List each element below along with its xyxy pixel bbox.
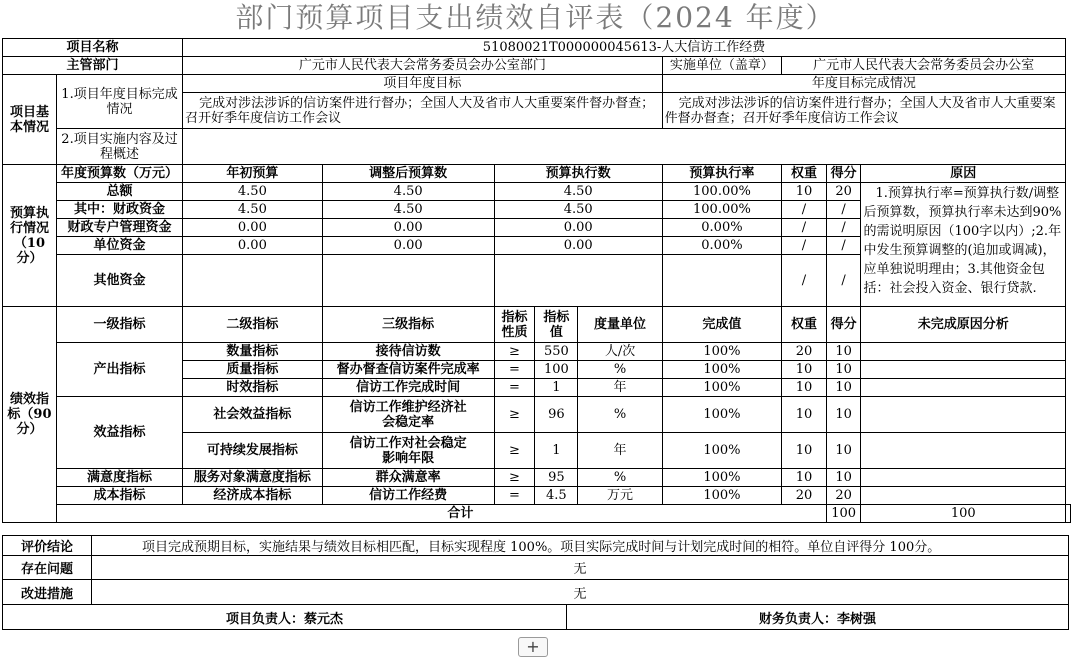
total-weight: 100 xyxy=(826,505,861,523)
finance-lead-signature: 财务负责人：李树强 xyxy=(567,605,1069,630)
perf-done: 100% xyxy=(662,379,782,397)
eval-conclusion-text: 项目完成预期目标，实施结果与绩效目标相匹配，目标实现程度 100%。项目实际完成时间与计划完成时间的相符。单位自评得分 100分。 xyxy=(92,536,1069,556)
budget-adjusted: 4.50 xyxy=(322,201,494,219)
perf-reason xyxy=(861,361,1066,379)
budget-initial: 4.50 xyxy=(183,183,323,201)
improve-value: 无 xyxy=(92,580,1069,605)
issues-label: 存在问题 xyxy=(3,556,92,580)
budget-initial: 4.50 xyxy=(183,201,323,219)
perf-unit: 年 xyxy=(578,379,662,397)
budget-rate xyxy=(662,255,782,307)
budget-weight: / xyxy=(782,219,827,237)
issues-row xyxy=(3,556,1069,580)
perf-unit: % xyxy=(578,469,662,487)
budget-col-score: 得分 xyxy=(826,165,861,183)
perf-col-nature: 指标性质 xyxy=(494,307,535,343)
budget-rate: 0.00% xyxy=(662,237,782,255)
perf-level3: 信访工作对社会稳定影响年限 xyxy=(322,433,494,469)
budget-rate: 0.00% xyxy=(662,219,782,237)
perf-row xyxy=(3,343,1071,361)
perf-group-benefit: 效益指标 xyxy=(56,397,182,469)
content-row xyxy=(3,129,1071,147)
budget-score: / xyxy=(826,201,861,219)
annual-goal-label: 1.项目年度目标完成情况 xyxy=(56,75,182,129)
perf-nature: = xyxy=(494,379,535,397)
perf-score: 10 xyxy=(826,397,861,433)
issues-value: 无 xyxy=(92,556,1069,580)
perf-done: 100% xyxy=(662,469,782,487)
perf-done: 100% xyxy=(662,397,782,433)
total-score: 100 xyxy=(861,505,1066,523)
budget-col-executed: 预算执行数 xyxy=(494,165,662,183)
perf-reason xyxy=(861,433,1066,469)
perf-weight: 10 xyxy=(782,397,827,433)
perf-col-reason: 未完成原因分析 xyxy=(861,307,1066,343)
evaluation-table xyxy=(2,38,1071,523)
perf-level3: 接待信访数 xyxy=(322,343,494,361)
total-reason xyxy=(1066,505,1071,523)
department-row xyxy=(3,57,1071,75)
perf-reason xyxy=(861,379,1066,397)
perf-col-level1: 一级指标 xyxy=(56,307,182,343)
budget-executed: 4.50 xyxy=(494,183,662,201)
budget-executed: 4.50 xyxy=(494,201,662,219)
perf-done: 100% xyxy=(662,361,782,379)
budget-row-name: 其他资金 xyxy=(56,255,182,307)
project-lead-signature: 项目负责人：蔡元杰 xyxy=(3,605,567,630)
budget-col-annual: 年度预算数（万元） xyxy=(56,165,182,183)
perf-score: 10 xyxy=(826,379,861,397)
total-row xyxy=(3,505,1071,523)
page-title: 部门预算项目支出绩效自评表（2024 年度） xyxy=(235,1,836,34)
goal-header-row xyxy=(3,75,1071,93)
perf-level3: 信访工作经费 xyxy=(322,487,494,505)
budget-executed: 0.00 xyxy=(494,219,662,237)
annual-done-header: 年度目标完成情况 xyxy=(662,75,1065,93)
budget-col-initial: 年初预算 xyxy=(183,165,323,183)
perf-reason xyxy=(861,343,1066,361)
perf-value: 96 xyxy=(535,397,578,433)
perf-col-score: 得分 xyxy=(826,307,861,343)
annual-goal-header: 项目年度目标 xyxy=(183,75,663,93)
total-label: 合计 xyxy=(56,505,826,523)
budget-score: 20 xyxy=(826,183,861,201)
improve-row xyxy=(3,580,1069,605)
budget-adjusted xyxy=(322,255,494,307)
perf-score: 10 xyxy=(826,433,861,469)
perf-value: 1 xyxy=(535,379,578,397)
project-name-row xyxy=(3,39,1071,57)
perf-level2: 时效指标 xyxy=(183,379,323,397)
perf-done: 100% xyxy=(662,433,782,469)
perf-level3: 群众满意率 xyxy=(322,469,494,487)
perf-reason xyxy=(861,397,1066,433)
perf-nature: = xyxy=(494,361,535,379)
budget-row-name: 总额 xyxy=(56,183,182,201)
perf-level3: 督办督查信访案件完成率 xyxy=(322,361,494,379)
signature-row xyxy=(3,605,1069,630)
perf-level2: 质量指标 xyxy=(183,361,323,379)
perf-section-label: 绩效指标（90分） xyxy=(3,307,57,523)
perf-value: 100 xyxy=(535,361,578,379)
budget-col-reason: 原因 xyxy=(861,165,1066,183)
perf-nature: ≥ xyxy=(494,397,535,433)
perf-level2: 可持续发展指标 xyxy=(183,433,323,469)
perf-level2: 社会效益指标 xyxy=(183,397,323,433)
budget-weight: / xyxy=(782,255,827,307)
perf-weight: 10 xyxy=(782,361,827,379)
conclusion-row xyxy=(3,536,1069,556)
perf-score: 20 xyxy=(826,487,861,505)
basic-info-label: 项目基本情况 xyxy=(3,75,57,165)
budget-col-rate: 预算执行率 xyxy=(662,165,782,183)
perf-reason xyxy=(861,487,1066,505)
perf-level2: 服务对象满意度指标 xyxy=(183,469,323,487)
perf-header-row xyxy=(3,307,1071,343)
budget-score: / xyxy=(826,255,861,307)
perf-col-done: 完成值 xyxy=(662,307,782,343)
perf-group-satisfaction: 满意度指标 xyxy=(56,469,182,487)
budget-header-row xyxy=(3,165,1071,183)
budget-initial: 0.00 xyxy=(183,219,323,237)
perf-row xyxy=(3,397,1071,433)
budget-col-adjusted: 调整后预算数 xyxy=(322,165,494,183)
perf-unit: % xyxy=(578,397,662,433)
budget-executed xyxy=(494,255,662,307)
perf-weight: 10 xyxy=(782,433,827,469)
perf-level2: 经济成本指标 xyxy=(183,487,323,505)
budget-initial: 0.00 xyxy=(183,237,323,255)
perf-row xyxy=(3,487,1071,505)
perf-group-cost: 成本指标 xyxy=(56,487,182,505)
perf-done: 100% xyxy=(662,343,782,361)
budget-executed: 0.00 xyxy=(494,237,662,255)
annual-goal-text: 完成对涉法涉诉的信访案件进行督办；全国人大及省市人大重要案件督办督查；召开好季年度信访工作会议 xyxy=(183,93,663,129)
perf-score: 10 xyxy=(826,361,861,379)
implementer-value: 广元市人民代表大会常务委员会办公室 xyxy=(782,57,1066,75)
budget-row-name: 财政专户管理资金 xyxy=(56,219,182,237)
budget-col-weight: 权重 xyxy=(782,165,827,183)
department-value: 广元市人民代表大会常务委员会办公室部门 xyxy=(183,57,663,75)
conclusion-table xyxy=(2,535,1069,630)
budget-row-name: 其中：财政资金 xyxy=(56,201,182,219)
budget-weight: 10 xyxy=(782,183,827,201)
perf-nature: = xyxy=(494,487,535,505)
budget-rate: 100.00% xyxy=(662,201,782,219)
perf-col-value: 指标值 xyxy=(535,307,578,343)
project-name-value: 51080021T000000045613-人大信访工作经费 xyxy=(183,39,1066,57)
perf-weight: 10 xyxy=(782,469,827,487)
perf-weight: 20 xyxy=(782,487,827,505)
perf-value: 550 xyxy=(535,343,578,361)
perf-unit: % xyxy=(578,361,662,379)
department-label: 主管部门 xyxy=(3,57,183,75)
budget-score: / xyxy=(826,219,861,237)
perf-level3: 信访工作维护经济社会稳定率 xyxy=(322,397,494,433)
perf-nature: ≥ xyxy=(494,433,535,469)
budget-weight: / xyxy=(782,237,827,255)
budget-rate: 100.00% xyxy=(662,183,782,201)
content-label: 2.项目实施内容及过程概述 xyxy=(56,129,182,165)
content-value xyxy=(183,129,1066,165)
perf-reason xyxy=(861,469,1066,487)
budget-initial xyxy=(183,255,323,307)
budget-section-label: 预算执行情况（10分） xyxy=(3,165,57,307)
budget-row xyxy=(3,183,1071,201)
perf-score: 10 xyxy=(826,469,861,487)
perf-unit: 年 xyxy=(578,433,662,469)
perf-value: 95 xyxy=(535,469,578,487)
perf-col-level2: 二级指标 xyxy=(183,307,323,343)
budget-reason-text: 1.预算执行率=预算执行数/调整后预算数，预算执行率未达到90%的需说明原因（100字以内）;2.年中发生预算调整的(追加或调减)，应单独说明理由；3.其他资金包括：社会投入资金、银行贷款. xyxy=(861,183,1066,307)
perf-level2: 数量指标 xyxy=(183,343,323,361)
improve-label: 改进措施 xyxy=(3,580,92,605)
perf-unit: 人/次 xyxy=(578,343,662,361)
budget-adjusted: 0.00 xyxy=(322,219,494,237)
budget-row-name: 单位资金 xyxy=(56,237,182,255)
annual-done-text: 完成对涉法涉诉的信访案件进行督办；全国人大及省市人大重要案件督办督查；召开好季年度信访工作会议 xyxy=(662,93,1065,129)
add-button[interactable]: + xyxy=(518,637,548,657)
perf-score: 10 xyxy=(826,343,861,361)
perf-unit: 万元 xyxy=(578,487,662,505)
perf-row xyxy=(3,469,1071,487)
perf-value: 1 xyxy=(535,433,578,469)
perf-col-weight: 权重 xyxy=(782,307,827,343)
perf-done: 100% xyxy=(662,487,782,505)
project-name-label: 项目名称 xyxy=(3,39,183,57)
perf-weight: 10 xyxy=(782,379,827,397)
perf-nature: ≥ xyxy=(494,343,535,361)
budget-score: / xyxy=(826,237,861,255)
perf-value: 4.5 xyxy=(535,487,578,505)
perf-nature: ≥ xyxy=(494,469,535,487)
perf-weight: 20 xyxy=(782,343,827,361)
perf-col-level3: 三级指标 xyxy=(322,307,494,343)
perf-level3: 信访工作完成时间 xyxy=(322,379,494,397)
perf-col-unit: 度量单位 xyxy=(578,307,662,343)
eval-label: 评价结论 xyxy=(3,536,92,556)
implementer-label: 实施单位（盖章） xyxy=(662,57,782,75)
budget-adjusted: 4.50 xyxy=(322,183,494,201)
budget-adjusted: 0.00 xyxy=(322,237,494,255)
perf-group-output: 产出指标 xyxy=(56,343,182,397)
budget-weight: / xyxy=(782,201,827,219)
